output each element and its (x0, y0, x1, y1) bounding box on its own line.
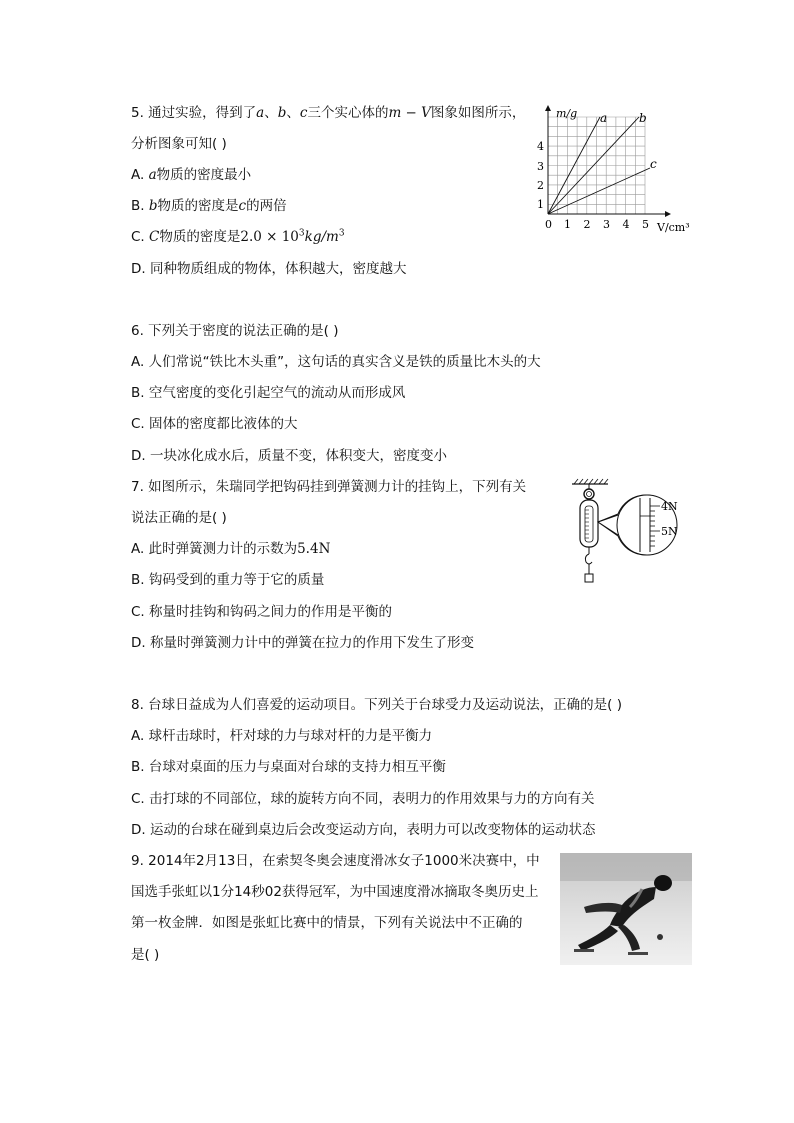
scale-body (580, 500, 598, 547)
q5-option-b[interactable] (131, 197, 287, 215)
q9-speed-skater-photo (560, 853, 692, 965)
x-tick: 1 (564, 218, 571, 231)
x-tick: 2 (583, 218, 591, 231)
line-label-a: a (600, 111, 608, 125)
q7-option-a[interactable] (131, 540, 330, 558)
q8-option-c[interactable]: C. 击打球的不同部位，球的旋转方向不同，表明力的作用效果与力的方向有关 (131, 791, 595, 807)
q5-stem-text: 图象如图所示， (430, 105, 526, 121)
q6-option-d[interactable]: D. 一块冰化成水后，质量不变，体积变大，密度变小 (131, 448, 447, 464)
q5-var-b: b (148, 198, 158, 214)
y-tick: 1 (537, 198, 544, 211)
weight-block-icon (585, 574, 593, 582)
option-letter: C. (131, 229, 150, 245)
density-unit-exponent: 3 (338, 228, 345, 239)
x-axis-arrow-icon (665, 211, 671, 217)
density-exponent: 3 (298, 228, 305, 239)
q6-stem: 6. 下列关于密度的说法正确的是( ) (131, 323, 339, 339)
scale-ticks (585, 510, 589, 538)
q8-stem: 8. 台球日益成为人们喜爱的运动项目。下列关于台球受力及运动说法，正确的是( ) (131, 697, 622, 713)
q5-var-c: C (149, 229, 160, 245)
ceiling-hatch-icon (574, 479, 608, 484)
q7-stem-line1: 7. 如图所示，朱瑞同学把钩码挂到弹簧测力计的挂钩上，下列有关 (131, 479, 527, 495)
q5-var-c: c (299, 105, 308, 121)
photo-backdrop (560, 853, 692, 881)
q8-option-b[interactable]: B. 台球对桌面的压力与桌面对台球的支持力相互平衡 (131, 759, 446, 775)
label-4n: 4N (661, 500, 678, 513)
density-value: 2.0 × 10 (240, 229, 299, 245)
q5-sep: 、 (264, 105, 278, 121)
q5-option-a[interactable] (131, 166, 251, 184)
y-tick: 2 (537, 179, 544, 192)
option-text: 物质的密度是 (157, 198, 239, 214)
y-axis-arrow-icon (545, 105, 551, 111)
option-text: 物质的密度是 (159, 229, 241, 245)
y-axis-label: m/g (556, 107, 578, 120)
q7-option-b[interactable]: B. 钩码受到的重力等于它的质量 (131, 572, 325, 588)
force-reading: 5.4N (297, 541, 331, 557)
option-text: 物质的密度最小 (156, 167, 252, 183)
ring-icon (584, 489, 594, 499)
q5-var-a: a (256, 105, 265, 121)
option-letter: A. (131, 167, 149, 183)
q9-stem-line2: 国选手张虹以1分14秒02获得冠军，为中国速度滑冰摘取冬奥历史上 (131, 884, 539, 900)
scale-slot (585, 506, 593, 542)
option-text: 的两倍 (246, 198, 287, 214)
q5-formula: m − V (388, 105, 431, 121)
q5-stem-text: 5. 通过实验，得到了 (131, 105, 257, 121)
x-axis-label: V/cm³ (657, 221, 690, 234)
q5-sep: 、 (286, 105, 300, 121)
q5-var-b: b (277, 105, 287, 121)
graph-grid (548, 117, 645, 214)
q5-stem-line2: 分析图象可知( ) (131, 136, 227, 152)
q5-mv-graph (533, 104, 698, 234)
q5-stem-text: 三个实心体的 (307, 105, 389, 121)
y-tick: 3 (537, 160, 544, 173)
q5-option-c[interactable] (131, 228, 345, 246)
q5-option-d[interactable]: D. 同种物质组成的物体，体积越大，密度越大 (131, 261, 407, 277)
density-unit: kg/m (304, 229, 339, 245)
y-tick: 4 (537, 140, 544, 153)
q7-stem-line2: 说法正确的是( ) (131, 510, 227, 526)
q7-option-d[interactable]: D. 称量时弹簧测力计中的弹簧在拉力的作用下发生了形变 (131, 635, 474, 651)
option-text: A. 此时弹簧测力计的示数为 (131, 541, 298, 557)
ring-inner-icon (587, 492, 592, 497)
q5-stem-line1 (131, 104, 525, 122)
track-marker (657, 934, 663, 940)
q9-stem-line1: 9. 2014年2月13日，在索契冬奥会速度滑冰女子1000米决赛中，中 (131, 853, 540, 869)
hook-icon (585, 554, 592, 564)
q6-option-a[interactable]: A. 人们常说“铁比木头重”，这句话的真实含义是铁的质量比木头的大 (131, 354, 541, 370)
q7-spring-scale-figure (568, 476, 698, 588)
line-label-c: c (650, 157, 657, 171)
q6-option-b[interactable]: B. 空气密度的变化引起空气的流动从而形成风 (131, 385, 406, 401)
q8-option-a[interactable]: A. 球杆击球时，杆对球的力与球对杆的力是平衡力 (131, 728, 433, 744)
q7-option-c[interactable]: C. 称量时挂钩和钩码之间力的作用是平衡的 (131, 604, 393, 620)
x-tick: 3 (603, 218, 610, 231)
q9-stem-line3: 第一枚金牌．如图是张虹比赛中的情景，下列有关说法中不正确的 (131, 915, 523, 931)
x-tick: 4 (622, 218, 630, 231)
q5-var-a: a (148, 167, 157, 183)
option-letter: B. (131, 198, 149, 214)
q5-var-c: c (238, 198, 247, 214)
x-tick: 5 (642, 218, 649, 231)
line-label-b: b (639, 111, 647, 125)
q6-option-c[interactable]: C. 固体的密度都比液体的大 (131, 416, 298, 432)
label-5n: 5N (661, 525, 678, 538)
x-tick: 0 (545, 218, 552, 231)
q8-option-d[interactable]: D. 运动的台球在碰到桌边后会改变运动方向，表明力可以改变物体的运动状态 (131, 822, 596, 838)
q9-stem-line4: 是( ) (131, 947, 160, 963)
